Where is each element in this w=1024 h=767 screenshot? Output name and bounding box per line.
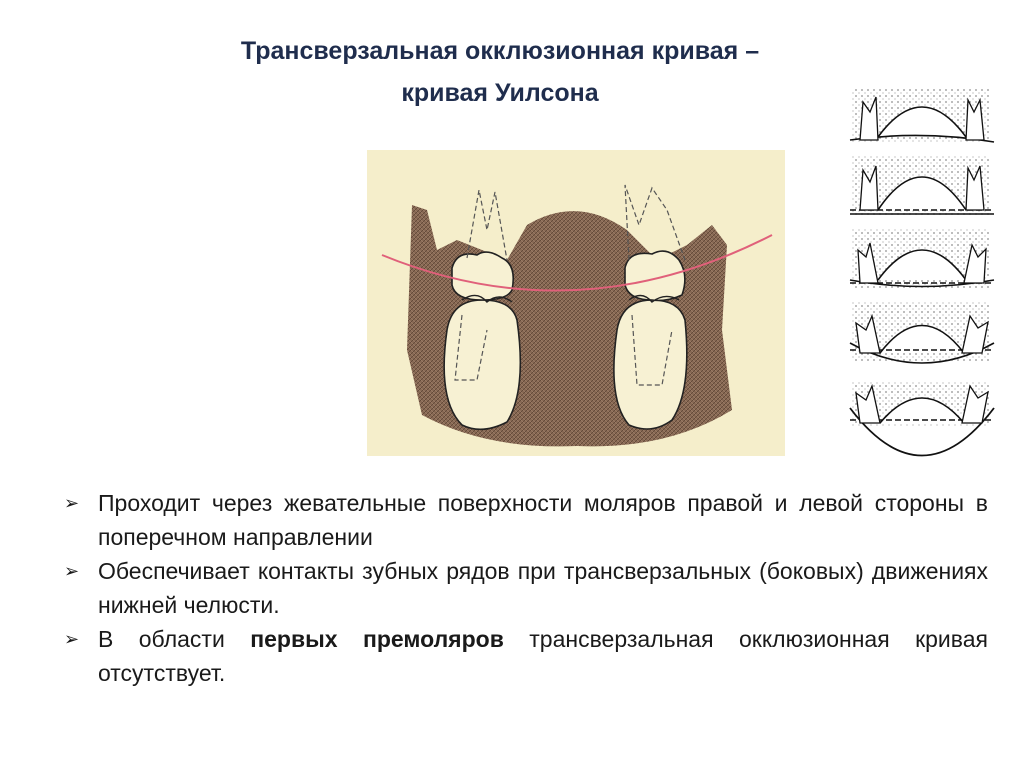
bullet-item-3 [62,622,988,690]
arrowhead-bullet-icon: ➢ [64,561,80,581]
schematic-2 [850,156,994,216]
arrowhead-bullet-icon: ➢ [64,493,80,513]
bullet-text-3-bold: первых премоляров [250,626,504,652]
schematic-5 [850,382,994,456]
schematic-3 [850,229,994,289]
bullet-text-3-pre: В области [98,626,251,652]
bullet-text-3-post: трансверзальная окклюзионная кривая отсутствует. [98,626,988,686]
curve-variation-schematics [848,80,996,462]
arrowhead-bullet-icon: ➢ [64,629,80,649]
bullet-list [62,486,988,690]
bullet-item-2 [62,554,988,622]
wilson-curve-cross-section [367,150,785,456]
slide-title [150,30,850,114]
title-line-2: кривая Уилсона [401,79,599,107]
title-line-1: Трансверзальная окклюзионная кривая – [240,37,760,65]
bullet-text-1: Проходит через жевательные поверхности моляров правой и левой стороны в поперечном направлении [98,490,988,550]
schematic-4 [850,302,994,363]
schematic-1 [850,88,994,143]
bullet-text-2: Обеспечивает контакты зубных рядов при трансверзальных (боковых) движениях нижней челюсти. [98,558,988,618]
bullet-item-1 [62,486,988,554]
